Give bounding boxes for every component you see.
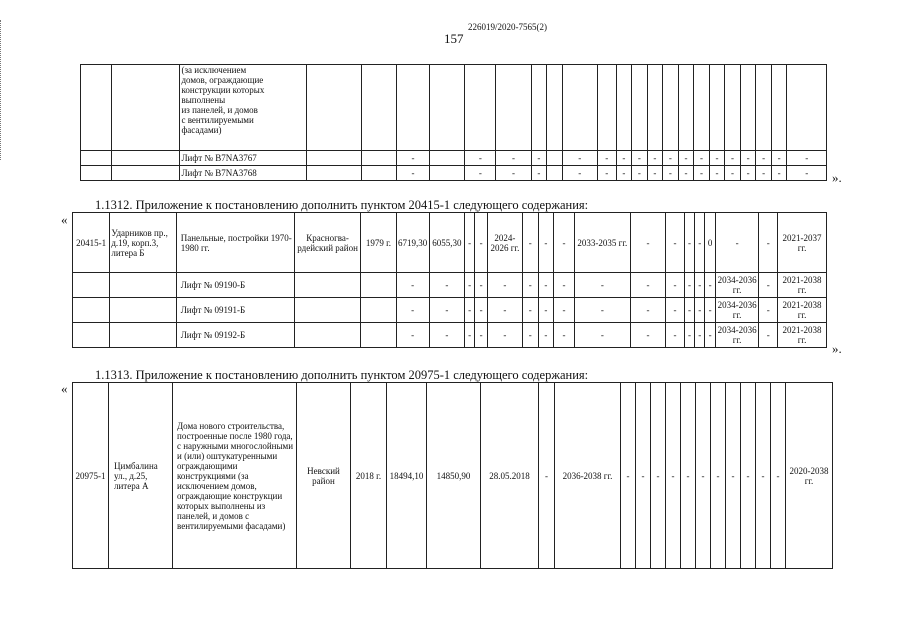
dash-cell: - <box>705 273 715 298</box>
dash-cell: - <box>666 213 685 273</box>
building-type: Дома нового строительства, построенные после 1980 года, с наружными многослойными и (или) оштукатуренными ограждающими конструкциями (за исключением домов, ограждающие конструкции которых выполнены из панелей, и домов с вентилируемыми фасадами) <box>173 383 297 569</box>
closing-quote: ». <box>832 341 842 356</box>
dash-cell: - <box>771 151 787 166</box>
opening-quote: « <box>61 212 68 227</box>
dash-cell: - <box>475 213 487 273</box>
dash-cell: - <box>630 298 665 323</box>
empty-cell <box>306 151 361 166</box>
table-continuation <box>80 64 827 181</box>
dash-cell: - <box>695 213 705 273</box>
dash-cell: - <box>554 213 575 273</box>
district: Красногва-рдейский район <box>294 213 360 273</box>
dash-cell: - <box>694 166 710 181</box>
dash-cell: - <box>531 151 547 166</box>
empty-cell <box>361 151 396 166</box>
section-heading-1313: 1.1313. Приложение к постановлению дополнить пунктом 20975-1 следующего содержания: <box>95 368 589 382</box>
table-20975-1 <box>72 382 833 569</box>
empty-cell <box>531 65 547 151</box>
period-b: 2020-2038 гг. <box>786 383 833 569</box>
item-number: 20975-1 <box>73 383 109 569</box>
dash-cell: - <box>647 166 663 181</box>
dash-cell: - <box>574 273 630 298</box>
zero-value: 0 <box>705 213 715 273</box>
empty-cell <box>361 65 396 151</box>
dash-cell: - <box>647 151 663 166</box>
cell <box>81 65 112 151</box>
empty-cell <box>430 65 465 151</box>
dash-cell: - <box>694 151 710 166</box>
dash-cell: - <box>715 213 759 273</box>
dash-cell: - <box>554 273 575 298</box>
dash-cell: - <box>554 298 575 323</box>
empty-cell <box>112 166 180 181</box>
dash-cell: - <box>759 323 778 348</box>
dash-cell: - <box>632 166 648 181</box>
dash-cell: - <box>487 273 522 298</box>
dash-cell: - <box>429 323 464 348</box>
empty-cell <box>597 65 616 151</box>
dash-cell: - <box>787 151 827 166</box>
period-x: 2034-2036 гг. <box>715 273 759 298</box>
dash-cell: - <box>475 323 487 348</box>
dash-cell: - <box>464 273 474 298</box>
dash-cell: - <box>740 151 756 166</box>
table-row <box>81 151 827 166</box>
empty-cell <box>361 166 396 181</box>
dash-cell: - <box>554 323 575 348</box>
dash-cell: - <box>464 213 474 273</box>
dash-cell: - <box>771 383 786 569</box>
period-y: 2021-2038 гг. <box>778 273 827 298</box>
building-type-description: (за исключением домов, ограждающие конструкции которых выполнены из панелей, и домов с вентилируемыми фасадами) <box>180 65 306 151</box>
dash-cell: - <box>705 323 715 348</box>
empty-cell <box>361 298 396 323</box>
dash-cell: - <box>787 166 827 181</box>
dash-cell: - <box>740 166 756 181</box>
document-number: 226019/2020-7565(2) <box>468 22 547 32</box>
empty-cell <box>496 65 531 151</box>
dash-cell: - <box>464 323 474 348</box>
dash-cell: - <box>695 273 705 298</box>
empty-cell <box>396 65 429 151</box>
lift-label: Лифт № 09192-Б <box>176 323 294 348</box>
empty-cell <box>632 65 648 151</box>
dash-cell: - <box>396 273 429 298</box>
empty-cell <box>663 65 679 151</box>
dash-cell: - <box>725 151 741 166</box>
year-built: 1979 г. <box>361 213 396 273</box>
dash-cell: - <box>616 151 632 166</box>
period-c: 2021-2037 гг. <box>778 213 827 273</box>
dash-cell: - <box>636 383 651 569</box>
dash-cell: - <box>562 151 597 166</box>
dash-cell: - <box>759 213 778 273</box>
empty-cell <box>294 273 360 298</box>
address: Ударников пр., д.19, корп.3, литера Б <box>110 213 176 273</box>
empty-cell <box>647 65 663 151</box>
dash-cell: - <box>678 166 694 181</box>
empty-cell <box>771 65 787 151</box>
lift-label: Лифт № В7NA3767 <box>180 151 306 166</box>
dash-cell: - <box>695 323 705 348</box>
dash-cell: - <box>539 383 555 569</box>
dash-cell: - <box>475 298 487 323</box>
area-total: 6719,30 <box>396 213 429 273</box>
dash-cell: - <box>681 383 696 569</box>
table-row <box>81 166 827 181</box>
empty-cell <box>725 65 741 151</box>
dash-cell: - <box>756 166 772 181</box>
empty-cell <box>430 151 465 166</box>
table-row <box>73 273 827 298</box>
empty-cell <box>112 151 180 166</box>
dash-cell: - <box>711 383 726 569</box>
empty-cell <box>547 166 563 181</box>
dash-cell: - <box>464 298 474 323</box>
empty-cell <box>361 273 396 298</box>
dash-cell: - <box>523 273 539 298</box>
table-20415-1 <box>72 212 827 348</box>
dash-cell: - <box>666 323 685 348</box>
dash-cell: - <box>523 298 539 323</box>
table-row <box>73 298 827 323</box>
dash-cell: - <box>630 213 665 273</box>
empty-cell <box>547 151 563 166</box>
lift-label: Лифт № В7NA3768 <box>180 166 306 181</box>
closing-quote: ». <box>832 170 842 185</box>
dash-cell: - <box>666 273 685 298</box>
dash-cell: - <box>709 151 725 166</box>
page-number: 157 <box>444 31 464 46</box>
dash-cell: - <box>651 383 666 569</box>
dash-cell: - <box>630 273 665 298</box>
dash-cell: - <box>496 151 531 166</box>
address: Цимбалина ул., д.25, литера А <box>109 383 173 569</box>
dash-cell: - <box>396 151 429 166</box>
dash-cell: - <box>538 323 554 348</box>
dash-cell: - <box>696 383 711 569</box>
area-living: 6055,30 <box>429 213 464 273</box>
dash-cell: - <box>709 166 725 181</box>
empty-cell <box>465 65 496 151</box>
empty-cell <box>547 65 563 151</box>
table-row <box>73 213 827 273</box>
empty-cell <box>361 323 396 348</box>
commission-date: 28.05.2018 <box>481 383 539 569</box>
area-total: 18494,10 <box>387 383 427 569</box>
dash-cell: - <box>523 213 539 273</box>
table-row <box>73 383 833 569</box>
empty-cell <box>709 65 725 151</box>
dash-cell: - <box>678 151 694 166</box>
section-heading-1312: 1.1312. Приложение к постановлению дополнить пунктом 20415-1 следующего содержания: <box>95 198 589 212</box>
dash-cell: - <box>597 166 616 181</box>
district: Невский район <box>297 383 351 569</box>
opening-quote: « <box>61 381 68 396</box>
dash-cell: - <box>726 383 741 569</box>
dash-cell: - <box>756 383 771 569</box>
dash-cell: - <box>705 298 715 323</box>
dash-cell: - <box>632 151 648 166</box>
empty-cell <box>110 323 176 348</box>
dash-cell: - <box>684 273 694 298</box>
empty-cell <box>73 273 110 298</box>
cell <box>112 65 180 151</box>
period-a: 2024-2026 гг. <box>487 213 522 273</box>
dash-cell: - <box>465 166 496 181</box>
empty-cell <box>740 65 756 151</box>
dash-cell: - <box>562 166 597 181</box>
dash-cell: - <box>684 298 694 323</box>
dash-cell: - <box>695 298 705 323</box>
dash-cell: - <box>663 166 679 181</box>
dash-cell: - <box>759 298 778 323</box>
dash-cell: - <box>666 383 681 569</box>
dash-cell: - <box>429 298 464 323</box>
dash-cell: - <box>396 298 429 323</box>
period-x: 2034-2036 гг. <box>715 298 759 323</box>
empty-cell <box>756 65 772 151</box>
lift-label: Лифт № 09191-Б <box>176 298 294 323</box>
empty-cell <box>294 298 360 323</box>
dash-cell: - <box>538 273 554 298</box>
dash-cell: - <box>538 298 554 323</box>
dash-cell: - <box>429 273 464 298</box>
dash-cell: - <box>531 166 547 181</box>
dash-cell: - <box>475 273 487 298</box>
period-b: 2033-2035 гг. <box>574 213 630 273</box>
dash-cell: - <box>538 213 554 273</box>
empty-cell <box>81 151 112 166</box>
dash-cell: - <box>684 323 694 348</box>
empty-cell <box>294 323 360 348</box>
dash-cell: - <box>663 151 679 166</box>
dash-cell: - <box>597 151 616 166</box>
empty-cell <box>81 166 112 181</box>
empty-cell <box>562 65 597 151</box>
year-built: 2018 г. <box>351 383 387 569</box>
dash-cell: - <box>396 166 429 181</box>
dash-cell: - <box>523 323 539 348</box>
dash-cell: - <box>465 151 496 166</box>
period-x: 2034-2036 гг. <box>715 323 759 348</box>
empty-cell <box>787 65 827 151</box>
empty-cell <box>73 298 110 323</box>
empty-cell <box>430 166 465 181</box>
dash-cell: - <box>756 151 772 166</box>
empty-cell <box>616 65 632 151</box>
empty-cell <box>678 65 694 151</box>
item-number: 20415-1 <box>73 213 110 273</box>
empty-cell <box>306 166 361 181</box>
dash-cell: - <box>725 166 741 181</box>
dash-cell: - <box>396 323 429 348</box>
dash-cell: - <box>630 323 665 348</box>
dash-cell: - <box>666 298 685 323</box>
dash-cell: - <box>771 166 787 181</box>
dash-cell: - <box>487 298 522 323</box>
empty-cell <box>306 65 361 151</box>
dash-cell: - <box>487 323 522 348</box>
dash-cell: - <box>621 383 636 569</box>
dash-cell: - <box>574 323 630 348</box>
building-type: Панельные, постройки 1970-1980 гг. <box>176 213 294 273</box>
period-y: 2021-2038 гг. <box>778 298 827 323</box>
lift-label: Лифт № 09190-Б <box>176 273 294 298</box>
dash-cell: - <box>759 273 778 298</box>
dash-cell: - <box>684 213 694 273</box>
period-a: 2036-2038 гг. <box>555 383 621 569</box>
scan-margin-mark <box>0 20 3 160</box>
dash-cell: - <box>741 383 756 569</box>
empty-cell <box>73 323 110 348</box>
empty-cell <box>110 298 176 323</box>
area-living: 14850,90 <box>427 383 481 569</box>
empty-cell <box>110 273 176 298</box>
empty-cell <box>694 65 710 151</box>
dash-cell: - <box>496 166 531 181</box>
period-y: 2021-2038 гг. <box>778 323 827 348</box>
table-row <box>73 323 827 348</box>
dash-cell: - <box>574 298 630 323</box>
dash-cell: - <box>616 166 632 181</box>
